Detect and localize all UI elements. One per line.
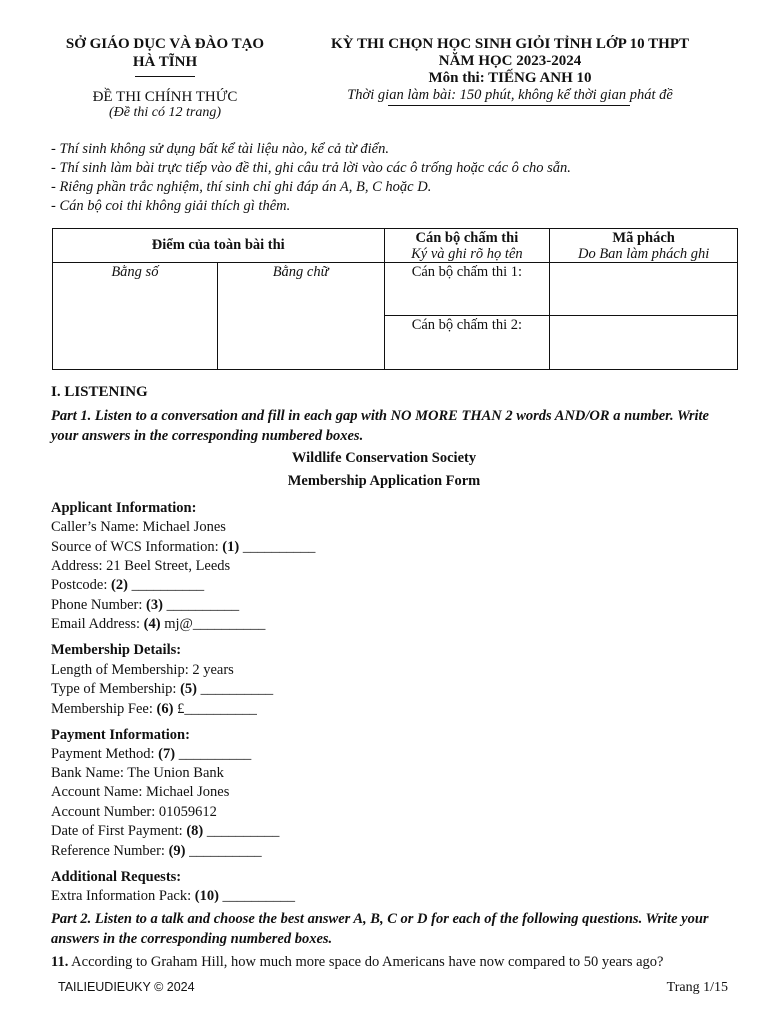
score-in-numbers-cell[interactable]: Bằng số: [53, 263, 218, 370]
answer-blank-7[interactable]: __________: [178, 746, 252, 762]
province-name: HÀ TĨNH: [132, 54, 198, 70]
time-allowed: Thời gian làm bài: 150 phút, không kể thời gian phát đề: [347, 87, 673, 103]
code-header: Mã phách Do Ban làm phách ghi: [550, 229, 738, 263]
additional-heading: Additional Requests:: [51, 869, 182, 885]
grader-header: Cán bộ chấm thi Ký và ghi rõ họ tên: [384, 229, 550, 263]
membership-heading: Membership Details:: [51, 642, 182, 658]
page-number: Trang 1/15: [666, 980, 728, 995]
callers-name: Caller’s Name: Michael Jones: [51, 519, 226, 535]
footer-copyright: TAILIEUDIEUKY © 2024: [58, 980, 195, 994]
gap-1-row: Source of WCS Information: (1) __________: [51, 539, 316, 555]
department-name: SỞ GIÁO DỤC VÀ ĐÀO TẠO: [65, 36, 265, 52]
gap-number: (1): [222, 539, 240, 555]
gap-7-row: Payment Method: (7) __________: [51, 746, 252, 762]
gap-number: (4): [143, 616, 161, 632]
header-right-divider: [388, 105, 630, 106]
question-11: [51, 953, 663, 973]
answer-blank-8[interactable]: __________: [206, 823, 280, 839]
part1-instruction: Part 1. Listen to a conversation and fill in each gap with NO MORE THAN 2 words AND/OR a number. Write your answers in the corresponding numbered boxes.: [51, 408, 709, 444]
gap-9-row: Reference Number: (9) __________: [51, 843, 262, 859]
form-title-2: Membership Application Form: [287, 473, 481, 489]
total-score-header: Điểm của toàn bài thi: [53, 229, 385, 263]
header-left-divider: [135, 76, 195, 77]
answer-blank-10[interactable]: __________: [222, 888, 296, 904]
answer-blank-3[interactable]: __________: [166, 597, 240, 613]
subject-label: Môn thi: TIẾNG ANH 10: [428, 70, 592, 86]
rule-line: - Riêng phần trắc nghiệm, thí sinh chỉ ghi đáp án A, B, C hoặc D.: [51, 179, 432, 195]
form-title-1: Wildlife Conservation Society: [291, 450, 477, 466]
official-exam-label: ĐỀ THI CHÍNH THỨC: [92, 89, 238, 105]
exam-rules: [51, 140, 571, 216]
gap-8-row: Date of First Payment: (8) __________: [51, 823, 280, 839]
grader1-cell[interactable]: Cán bộ chấm thi 1:: [384, 263, 550, 316]
gap-4-row: Email Address: (4) mj@__________: [51, 616, 266, 632]
answer-blank-5[interactable]: __________: [200, 681, 274, 697]
applicant-heading: Applicant Information:: [51, 500, 197, 516]
payment-heading: Payment Information:: [51, 727, 190, 743]
gap-number: (3): [146, 597, 163, 613]
gap-2-row: Postcode: (2) __________: [51, 577, 205, 593]
gap-6-row: Membership Fee: (6) £__________: [51, 701, 257, 717]
gap-number: (10): [194, 888, 219, 904]
grader2-cell[interactable]: Cán bộ chấm thi 2:: [384, 316, 550, 370]
answer-blank-4[interactable]: __________: [192, 616, 266, 632]
score-table: [52, 228, 738, 370]
answer-blank-1[interactable]: __________: [242, 539, 316, 555]
gap-number: (9): [168, 843, 186, 859]
membership-length: Length of Membership: 2 years: [51, 662, 234, 678]
bank-name: Bank Name: The Union Bank: [51, 765, 224, 781]
school-year: NĂM HỌC 2023-2024: [438, 53, 582, 69]
part2-instruction: Part 2. Listen to a talk and choose the best answer A, B, C or D for each of the following questions. Write your answers in the corresponding numbered boxes.: [51, 911, 709, 947]
section-title: I. LISTENING: [51, 384, 148, 400]
answer-blank-6[interactable]: __________: [184, 701, 257, 717]
question-number: 11.: [51, 954, 69, 970]
address: Address: 21 Beel Street, Leeds: [51, 558, 231, 574]
gap-number: (6): [156, 701, 174, 717]
rule-line: - Thí sinh không sử dụng bất kể tài liệu nào, kể cả từ điển.: [51, 141, 389, 157]
account-name: Account Name: Michael Jones: [51, 784, 230, 800]
gap-10-row: Extra Information Pack: (10) __________: [51, 888, 296, 904]
gap-3-row: Phone Number: (3) __________: [51, 597, 240, 613]
gap-number: (7): [158, 746, 176, 762]
gap-number: (8): [186, 823, 204, 839]
rule-line: - Thí sinh làm bài trực tiếp vào đề thi, ghi câu trả lời vào các ô trống hoặc các ô cho sẵn.: [51, 160, 571, 176]
score-in-words-cell[interactable]: Bằng chữ: [217, 263, 384, 370]
answer-blank-2[interactable]: __________: [131, 577, 205, 593]
account-number: Account Number: 01059612: [51, 804, 217, 820]
code-cell-1[interactable]: [550, 263, 738, 316]
exam-title: KỲ THI CHỌN HỌC SINH GIỎI TỈNH LỚP 10 THPT: [331, 36, 689, 52]
answer-blank-9[interactable]: __________: [189, 843, 262, 859]
page-count-note: (Đề thi có 12 trang): [109, 105, 221, 120]
gap-number: (2): [111, 577, 128, 593]
rule-line: - Cán bộ coi thi không giải thích gì thêm.: [51, 198, 291, 214]
code-cell-2[interactable]: [550, 316, 738, 370]
gap-5-row: Type of Membership: (5) __________: [51, 681, 274, 697]
gap-number: (5): [180, 681, 197, 697]
question-text: According to Graham Hill, how much more space do Americans have now compared to 50 years ago?: [71, 954, 664, 970]
